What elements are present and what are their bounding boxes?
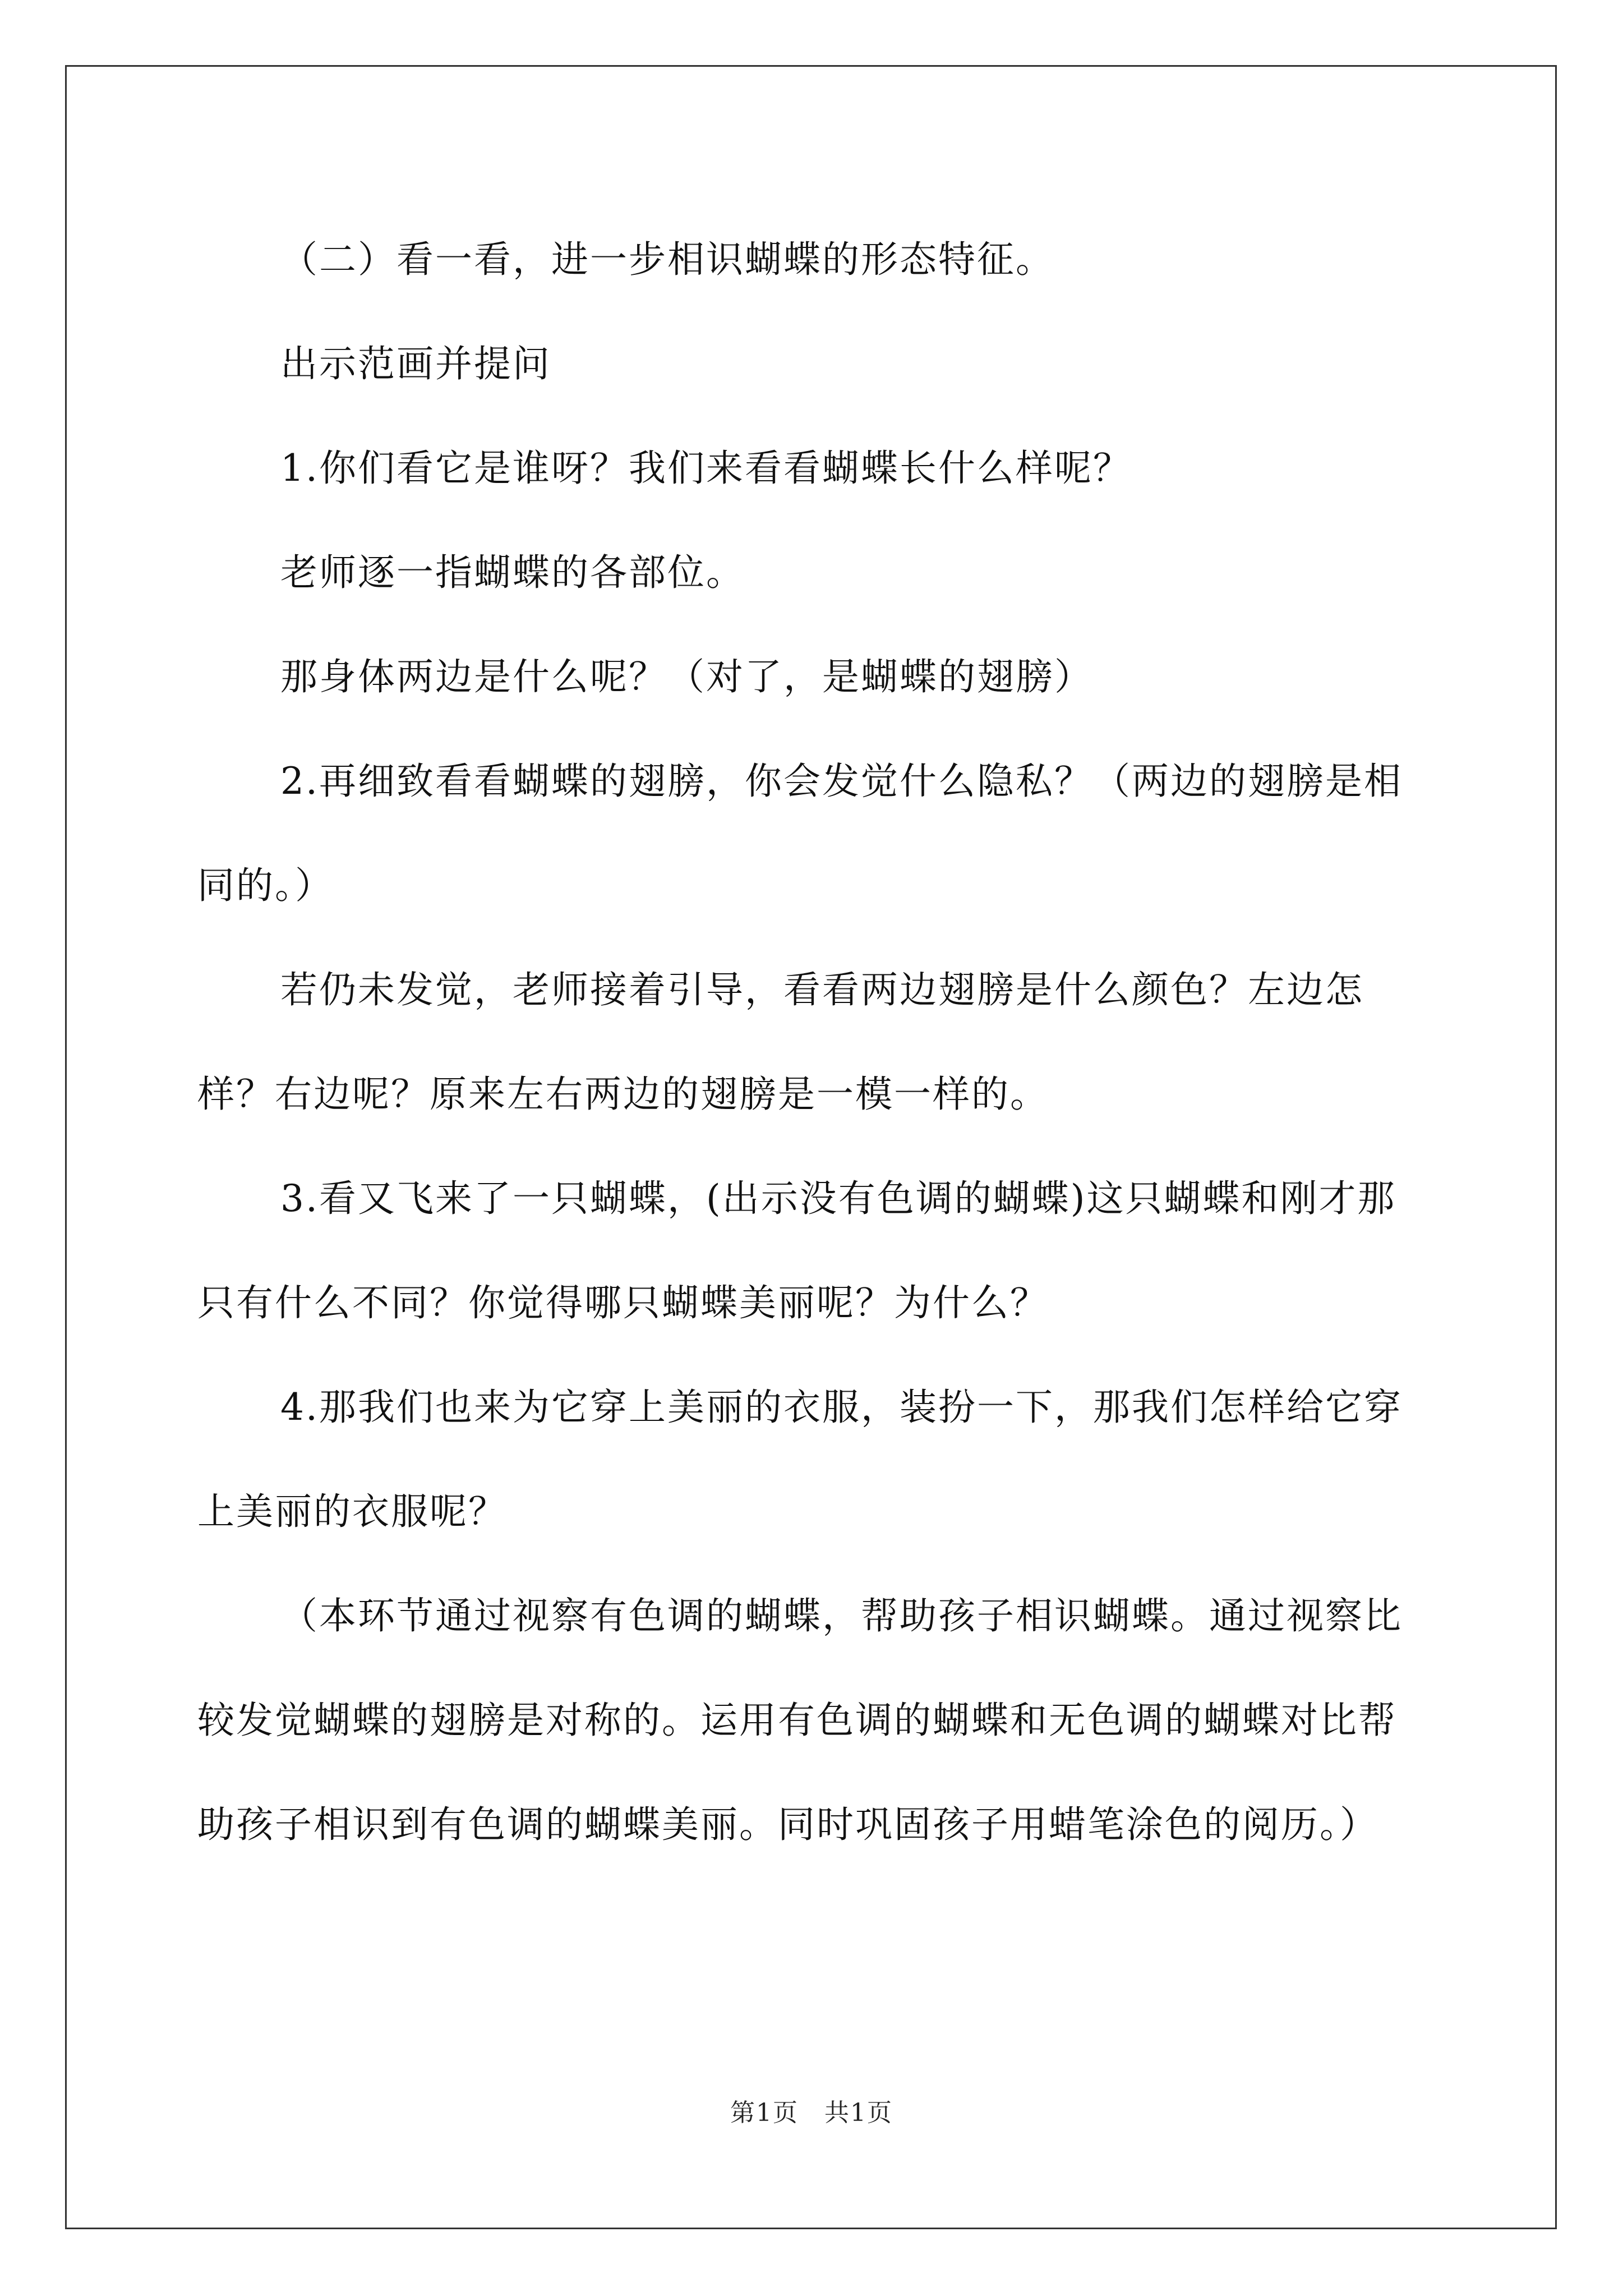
paragraph-body-sides: 那身体两边是什么呢？（对了，是蝴蝶的翅膀）	[280, 655, 1093, 698]
document-body	[197, 208, 1431, 1877]
paragraph-teacher-points: 老师逐一指蝴蝶的各部位。	[280, 551, 745, 594]
paragraph-question-1: 1.你们看它是谁呀？我们来看看蝴蝶长什么样呢？	[280, 447, 1132, 490]
paragraph-guidance: 若仍未发觉，老师接着引导，看看两边翅膀是什么颜色？左边怎样？右边呢？原来左右两边的翅膀是一模一样的。	[197, 968, 1364, 1116]
paragraph-section-heading: （二）看一看，进一步相识蝴蝶的形态特征。	[280, 238, 1054, 281]
paragraph-show-drawing: 出示范画并提问	[280, 342, 551, 385]
paragraph-summary-note: （本环节通过视察有色调的蝴蝶，帮助孩子相识蝴蝶。通过视察比较发觉蝴蝶的翅膀是对称的。运用有色调的蝴蝶和无色调的蝴蝶对比帮助孩子相识到有色调的蝴蝶美丽。同时巩固孩子用蜡笔涂色的阅历。）	[197, 1594, 1403, 1846]
paragraph-question-3: 3.看又飞来了一只蝴蝶，(出示没有色调的蝴蝶)这只蝴蝶和刚才那只有什么不同？你觉得哪只蝴蝶美丽呢？为什么？	[197, 1177, 1396, 1324]
paragraph-question-2: 2.再细致看看蝴蝶的翅膀，你会发觉什么隐私？（两边的翅膀是相同的。）	[197, 760, 1403, 907]
paragraph-question-4: 4.那我们也来为它穿上美丽的衣服，装扮一下，那我们怎样给它穿上美丽的衣服呢？	[197, 1386, 1403, 1533]
page-number-footer: 第1页 共1页	[730, 2099, 893, 2127]
